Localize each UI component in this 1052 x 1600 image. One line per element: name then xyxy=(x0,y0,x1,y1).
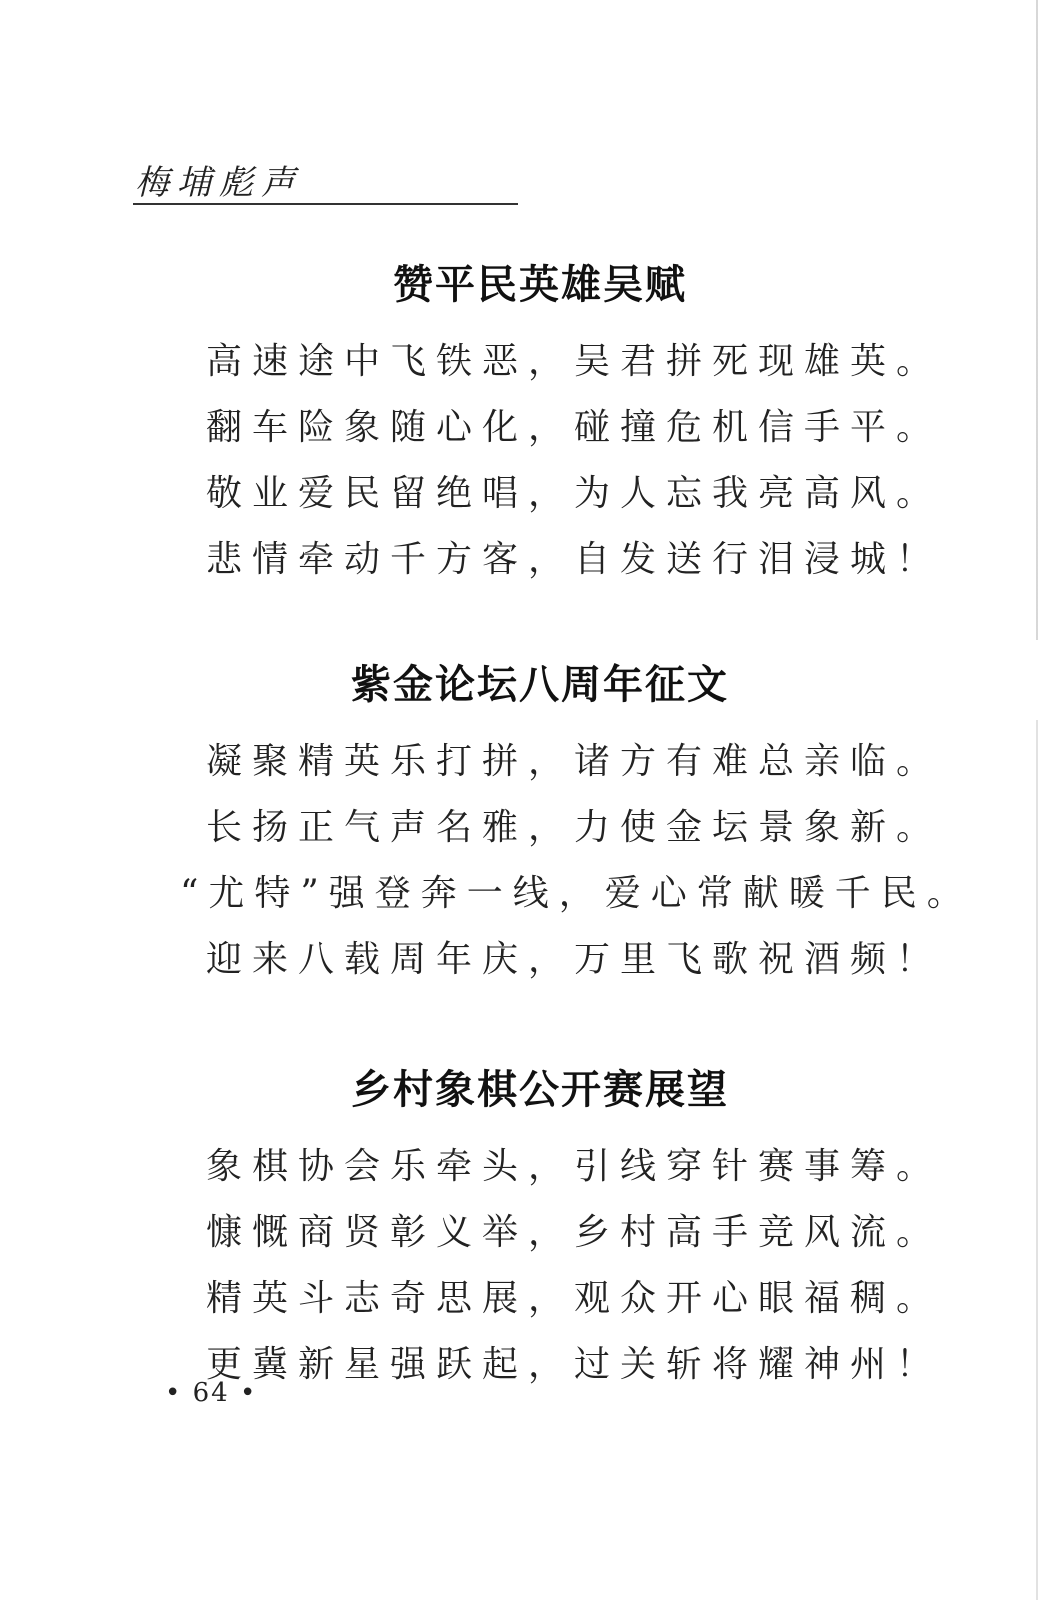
poem-line: 敬业爱民留绝唱，为人忘我亮高风。 xyxy=(206,473,943,514)
poem-zan-pingmin-yingxiong xyxy=(180,255,943,593)
poem-line: 象棋协会乐牵头，引线穿针赛事筹。 xyxy=(206,1146,943,1187)
poem-title: 紫金论坛八周年征文 xyxy=(351,662,729,708)
poem-line: 翻车险象随心化，碰撞危机信手平。 xyxy=(206,407,943,448)
poem-line: 悲情牵动千方客，自发送行泪浸城！ xyxy=(206,539,943,580)
poem-line: 精英斗志奇思展，观众开心眼福稠。 xyxy=(206,1278,943,1319)
poem-xiangcun-xiangqi xyxy=(180,1060,943,1398)
poem-zijin-luntan xyxy=(180,655,973,993)
page-number: • 64 • xyxy=(165,1378,258,1408)
poem-line: 更冀新星强跃起，过关斩将耀神州！ xyxy=(206,1344,943,1385)
poem-line: “尤特”强登奔一线，爱心常献暖千民。 xyxy=(180,873,973,914)
poem-line: 凝聚精英乐打拼，诸方有难总亲临。 xyxy=(206,741,943,782)
poem-line: 长扬正气声名雅，力使金坛景象新。 xyxy=(206,807,943,848)
poem-title: 赞平民英雄吴赋 xyxy=(393,262,687,308)
running-header: 梅埔彪声 xyxy=(135,163,303,203)
poem-title: 乡村象棋公开赛展望 xyxy=(351,1067,729,1113)
header-rule xyxy=(133,203,518,205)
poem-line: 迎来八载周年庆，万里飞歌祝酒频！ xyxy=(206,939,943,980)
page-edge xyxy=(1036,0,1038,1600)
poem-line: 慷慨商贤彰义举，乡村高手竞风流。 xyxy=(206,1212,943,1253)
poem-line: 高速途中飞铁恶，吴君拼死现雄英。 xyxy=(206,341,943,382)
